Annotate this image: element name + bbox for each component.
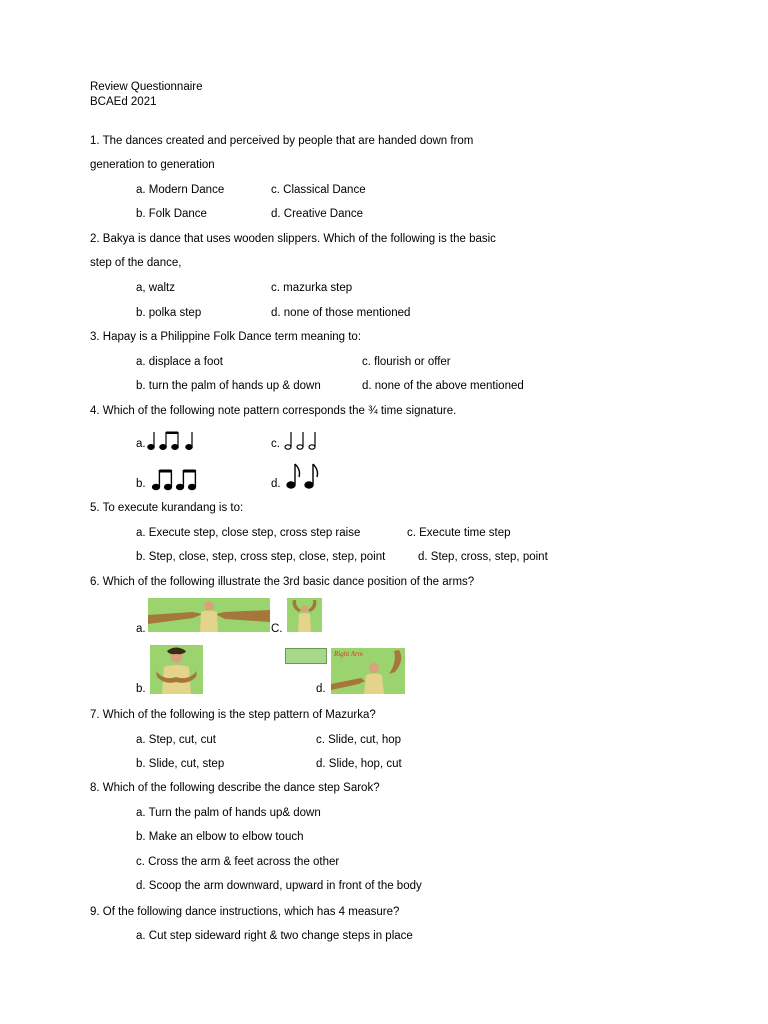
q5-option-c: c. Execute time step: [407, 527, 511, 539]
image-caption-right-arm: Right Arm: [334, 650, 363, 658]
question-3-line-1: 3. Hapay is a Philippine Folk Dance term meaning to:: [90, 331, 362, 343]
question-7-line-1: 7. Which of the following is the step pattern of Mazurka?: [90, 709, 376, 721]
document-title: Review Questionnaire: [90, 81, 203, 93]
question-5-line-1: 5. To execute kurandang is to:: [90, 502, 244, 514]
dancer-arms-front-image: [150, 645, 203, 694]
q9-option-a: a. Cut step sideward right & two change steps in place: [136, 930, 413, 942]
question-1-line-2: generation to generation: [90, 159, 215, 171]
q6-option-c: C.: [271, 623, 283, 635]
q1-option-c: c. Classical Dance: [271, 184, 366, 196]
dancer-right-arm-image: [331, 648, 405, 694]
document-subtitle: BCAEd 2021: [90, 96, 157, 108]
q5-option-b: b. Step, close, step, cross step, close, step, point: [136, 551, 386, 563]
q3-option-a: a. displace a foot: [136, 356, 223, 368]
q8-option-b: b. Make an elbow to elbow touch: [136, 831, 304, 843]
q3-option-d: d. none of the above mentioned: [362, 380, 524, 392]
music-notes-a: [147, 430, 199, 452]
q8-option-d: d. Scoop the arm downward, upward in front of the body: [136, 880, 422, 892]
q7-option-d: d. Slide, hop, cut: [316, 758, 402, 770]
q2-option-a: a, waltz: [136, 282, 175, 294]
music-notes-c: [284, 430, 320, 452]
q5-option-a: a. Execute step, close step, cross step raise: [136, 527, 361, 539]
q8-option-c: c. Cross the arm & feet across the other: [136, 856, 340, 868]
question-4-line-1: 4. Which of the following note pattern corresponds the ¾ time signature.: [90, 405, 457, 417]
question-2-line-2: step of the dance,: [90, 257, 182, 269]
q4-option-c: c.: [271, 438, 280, 450]
music-notes-d: [286, 461, 322, 491]
q1-option-d: d. Creative Dance: [271, 208, 364, 220]
dancer-arms-sideward-image: [148, 598, 270, 632]
music-notes-b: [152, 468, 200, 492]
dancer-arms-overhead-image: [287, 598, 322, 632]
q2-option-d: d. none of those mentioned: [271, 307, 411, 319]
question-2-line-1: 2. Bakya is dance that uses wooden slippers. Which of the following is the basic: [90, 233, 496, 245]
question-6-line-1: 6. Which of the following illustrate the 3rd basic dance position of the arms?: [90, 576, 475, 588]
question-8-line-1: 8. Which of the following describe the dance step Sarok?: [90, 782, 380, 794]
q4-option-a: a.: [136, 438, 146, 450]
q6-option-d: d.: [316, 683, 326, 695]
q7-option-b: b. Slide, cut, step: [136, 758, 225, 770]
q2-option-b: b. polka step: [136, 307, 202, 319]
green-caption-box: [285, 648, 327, 664]
q1-option-b: b. Folk Dance: [136, 208, 207, 220]
q6-option-a: a.: [136, 623, 146, 635]
q8-option-a: a. Turn the palm of hands up& down: [136, 807, 321, 819]
q4-option-b: b.: [136, 478, 146, 490]
q1-option-a: a. Modern Dance: [136, 184, 225, 196]
q3-option-c: c. flourish or offer: [362, 356, 451, 368]
q2-option-c: c. mazurka step: [271, 282, 353, 294]
q4-option-d: d.: [271, 478, 281, 490]
q7-option-a: a. Step, cut, cut: [136, 734, 216, 746]
question-1-line-1: 1. The dances created and perceived by people that are handed down from: [90, 135, 474, 147]
q3-option-b: b. turn the palm of hands up & down: [136, 380, 321, 392]
q7-option-c: c. Slide, cut, hop: [316, 734, 402, 746]
q5-option-d: d. Step, cross, step, point: [418, 551, 548, 563]
q6-option-b: b.: [136, 683, 146, 695]
question-9-line-1: 9. Of the following dance instructions, which has 4 measure?: [90, 906, 400, 918]
